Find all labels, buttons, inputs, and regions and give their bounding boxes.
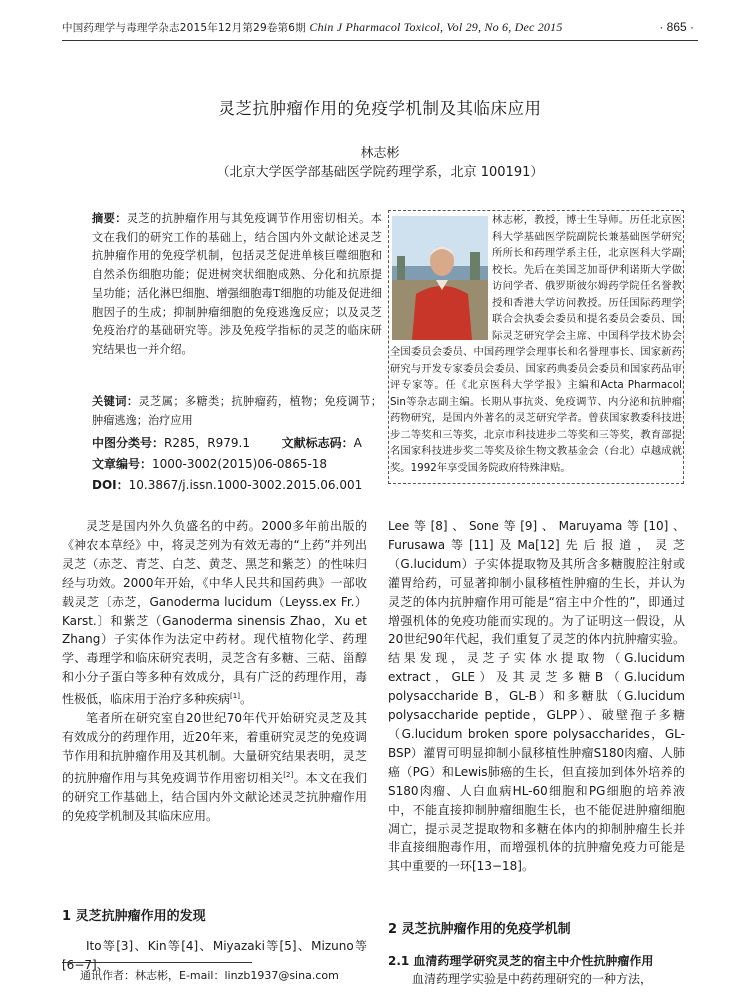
section1-paragraph-continued: Lee等[8]、Sone等[9]、Maruyama等[10]、Furusawa等[11]及Ma[12]先后报道，灵芝（G.lucidum）子实体提取物及其所含多糖腹腔注射或灌胃给药，可显著抑制小鼠移植性肿瘤的生长，并认为灵芝的体内抗肿瘤作用可能是“宿主中介性的”，即通过增强机体的免疫功能而实现的。为了证明这一假设，从20世纪90年代起，我们重复了灵芝的体内抗肿瘤实验。结果发现，灵芝子实体水提取物（G.lucidum extract，GLE）及其灵芝多糖B（G.lucidum polysaccharide B，GL-B）和多糖肽（G.lucidum polysaccharide peptide，GLPP）、破壁孢子多糖（G.lucidum broken spore polysaccharides，GL-BSP）灌胃可明显抑制小鼠移植性肿瘤S180肉瘤、人肺癌（PG）和Lewis肺癌的生长，但直接加到体外培养的S180肉瘤、人白血病HL-60细胞和PG细胞的培养液中，不能直接抑制肿瘤细胞生长，也不能促进肿瘤细胞凋亡，提示灵芝提取物和多糖在体内的抑制肿瘤生长并非直接细胞毒作用，而增强机体的抗肿瘤免疫力可能是其中重要的一环[13−18]。 [388,519,685,874]
journal-name-en: Chin J Pharmacol Toxicol, Vol 29, No 6, Dec 2015 [309,20,563,34]
section-heading-2: 2 灵芝抗肿瘤作用的免疫学机制 [388,922,571,937]
intro-paragraph-2-end: 。本文在我们的研究工作基础上，结合国内外文献论述灵芝抗肿瘤作用的免疫学机制及其临床应用。 [62,770,367,823]
article-title: 灵芝抗肿瘤作用的免疫学机制及其临床应用 [218,99,542,118]
keywords [92,392,382,430]
left-column [62,517,367,826]
article-number-value: 1000-3002(2015)06-0865-18 [152,457,328,471]
right-column-continued [388,970,685,989]
header-rule [62,40,698,41]
subsection-heading-2-1: 2.1 血清药理学研究灵芝的宿主中介性抗肿瘤作用 [388,954,654,968]
abstract-text: 灵芝的抗肿瘤作用与其免疫调节作用密切相关。本文在我们的研究工作的基础上，结合国内外文献论述灵芝抗肿瘤作用的免疫学机制，包括灵芝促进单核巨噬细胞和自然杀伤细胞功能；促进树突状细胞成熟、分化和抗原提呈功能；活化淋巴细胞、增强细胞毒T细胞的功能及促进细胞因子的生成；抑制肿瘤细胞的免疫逃逸反应；以及灵芝免疫治疗的基础研究等。涉及免疫学指标的灵芝的临床研究结果也一并介绍。 [92,212,382,356]
subsection-2-1-paragraph: 血清药理学实验是中药药理研究的一种方法， [412,972,653,986]
keywords-label: 关键词： [92,394,139,408]
author-affiliation: （北京大学医学部基础医学院药理学系，北京 100191） [216,165,544,180]
doc-code-label: 文献标志码： [281,436,354,450]
doi-line [92,476,392,493]
right-column [388,517,685,876]
doi-label: DOI： [92,478,129,492]
classification-label: 中图分类号： [92,436,165,450]
running-header [62,20,563,35]
abstract-label: 摘要： [92,212,127,225]
author-bio [390,212,682,476]
keywords-text: 灵芝属；多糖类；抗肿瘤药，植物；免疫调节；肿瘤逃逸；治疗应用 [92,395,382,427]
footnote-rule [62,962,252,963]
intro-paragraph-2 [62,709,367,825]
article-number-label: 文章编号： [92,457,153,471]
classification-value: R285，R979.1 [164,436,250,450]
article-number-line [92,455,392,472]
intro-paragraph-2-text: 笔者所在研究室自20世纪70年代开始研究灵芝及其有效成分的药理作用，近20年来，着重研究灵芝的免疫调节作用和抗肿瘤作用及其机制。大量研究结果表明，灵芝的抗肿瘤作用与其免疫调节作用密切相关 [62,711,367,785]
section1-paragraph-start: Ito等[3]、Kin等[4]、Miyazaki等[5]、Mizuno等[6−7]、 [62,939,367,972]
photo-spacer [390,212,492,342]
author-bio-text: 林志彬，教授，博士生导师。历任北京医科大学基础医学院副院长兼基础医学研究所所长和药理学系主任，北京医科大学副校长。先后在美国芝加哥伊利诺斯大学做访问学者、俄罗斯彼尔姆药学院任名誉教授和香港大学访问教授。历任国际药理学联合会执委会委员和提名委员会委员、国际灵芝研究学会主席、中国科学技术协会全国委员会委员、中国药理学会理事长和名誉理事长、国家新药研究与开发专家委员会委员、国家药典委员会委员和国家药品审评专家等。任《北京医科大学学报》主编和Acta Pharmacol Sin等杂志副主编。长期从事抗炎、免疫调节、内分泌和抗肿瘤药物研究，是国内外著名的灵芝研究学者。曾获国家教委科技进步二等奖和三等奖，北京市科技进步二等奖和三等奖，教育部提名国家科技进步奖二等奖及徐生物文教基金会（台北）卓越成就奖。1992年享受国务院政府特殊津贴。 [390,214,682,474]
citation-ref: [2] [283,770,294,779]
citation-ref: [1] [230,692,240,701]
author-name: 林志彬 [360,146,400,161]
intro-paragraph-1-end: 。 [239,692,252,707]
section-heading-1: 1 灵芝抗肿瘤作用的发现 [62,909,206,924]
doi-value: 10.3867/j.issn.1000-3002.2015.06.001 [128,478,363,492]
corresponding-author-footnote: 通讯作者：林志彬，E-mail：linzb1937@sina.com [80,969,339,982]
journal-name-cn: 中国药理学与毒理学杂志2015年12月第29卷第6期 [62,22,306,34]
intro-paragraph-1-text: 灵芝是国内外久负盛名的中药。2000多年前出版的《神农本草经》中，将灵芝列为有效无毒的“上药”并列出灵芝（赤芝、青芝、白芝、黄芝、黑芝和紫芝）的性味归经与功效。2000年开始，《中华人民共和国药典》一部收载灵芝〔赤芝，Ganoderma lucidum（Leyss.ex Fr.）Karst.〕和紫芝（Ganoderma sinensis Zhao，Xu et Zhang）子实体作为法定中药材。现代植物化学、药理学、毒理学和临床研究表明，灵芝含有多糖、三萜、甾醇和小分子蛋白等多种有效成分，具有广泛的药理作用，毒性极低，临床用于治疗多种疾病 [62,519,367,707]
intro-paragraph-1 [62,517,367,709]
doc-code-value: A [353,436,362,450]
page-number: · 865 · [659,20,694,34]
abstract [92,210,382,360]
classification-line [92,434,392,451]
